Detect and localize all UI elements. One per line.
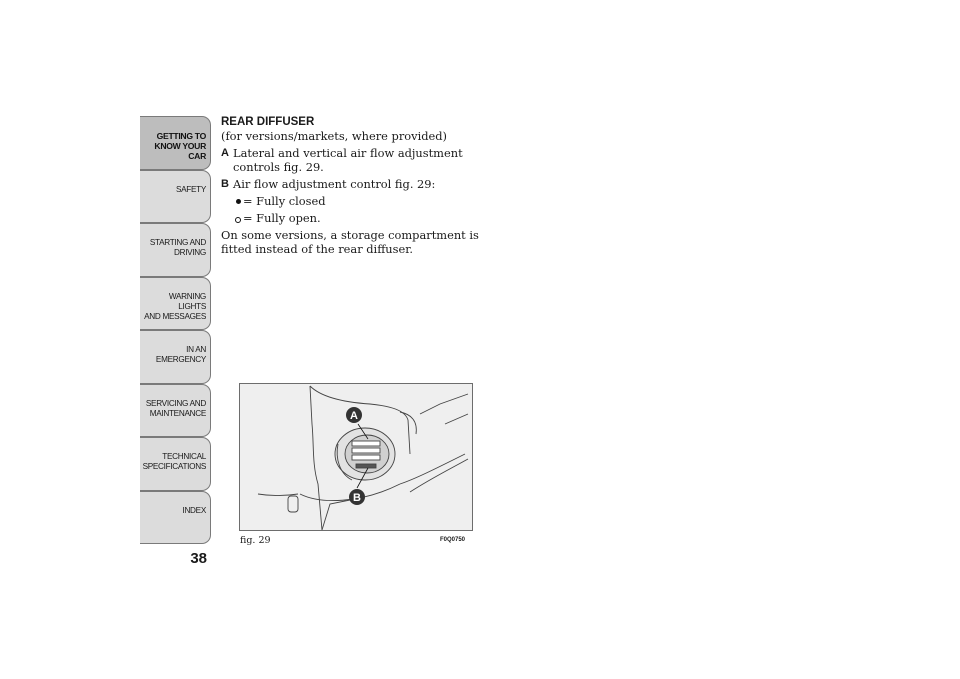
item-b-label: B — [221, 178, 229, 190]
figure-rear-diffuser — [239, 383, 473, 531]
section-content — [221, 115, 486, 256]
tab-safety[interactable]: SAFETY — [140, 170, 211, 224]
tab-getting-to-know-your-car[interactable]: GETTING TO KNOW YOUR CAR — [140, 116, 211, 170]
item-a-label: A — [221, 147, 229, 159]
section-title: REAR DIFFUSER — [221, 116, 315, 128]
tab-starting-and-driving[interactable]: STARTING AND DRIVING — [140, 223, 211, 277]
tab-warning-lights[interactable]: WARNING LIGHTS AND MESSAGES — [140, 277, 211, 331]
open-dot-icon — [233, 213, 243, 223]
section-subtitle: (for versions/markets, where provided) — [221, 129, 447, 143]
item-b-text: Air flow adjustment control fig. 29: — [233, 177, 436, 191]
tab-technical-specifications[interactable]: TECHNICAL SPECIFICATIONS — [140, 437, 211, 491]
open-text: = Fully open. — [243, 211, 321, 225]
chapter-tabs — [140, 116, 211, 544]
open-line — [221, 211, 486, 225]
tab-index[interactable]: INDEX — [140, 491, 211, 545]
section-note: On some versions, a storage compartment is fitted instead of the rear diffuser. — [221, 228, 479, 256]
marker-b-label: B — [353, 492, 361, 504]
tab-in-an-emergency[interactable]: IN AN EMERGENCY — [140, 330, 211, 384]
filled-dot-icon — [233, 199, 243, 204]
tab-servicing-and-maintenance[interactable]: SERVICING AND MAINTENANCE — [140, 384, 211, 438]
marker-a-label: A — [350, 410, 358, 422]
item-a-text: Lateral and vertical air flow adjustment controls fig. 29. — [233, 146, 463, 174]
rear-diffuser-illustration — [240, 384, 472, 530]
page-number: 38 — [190, 550, 207, 567]
figure-caption: fig. 29 — [240, 535, 271, 546]
closed-line — [221, 194, 486, 208]
figure-code: F0Q0750 — [440, 537, 466, 543]
closed-text: = Fully closed — [243, 194, 326, 208]
item-b — [221, 177, 486, 191]
item-a — [221, 146, 486, 174]
